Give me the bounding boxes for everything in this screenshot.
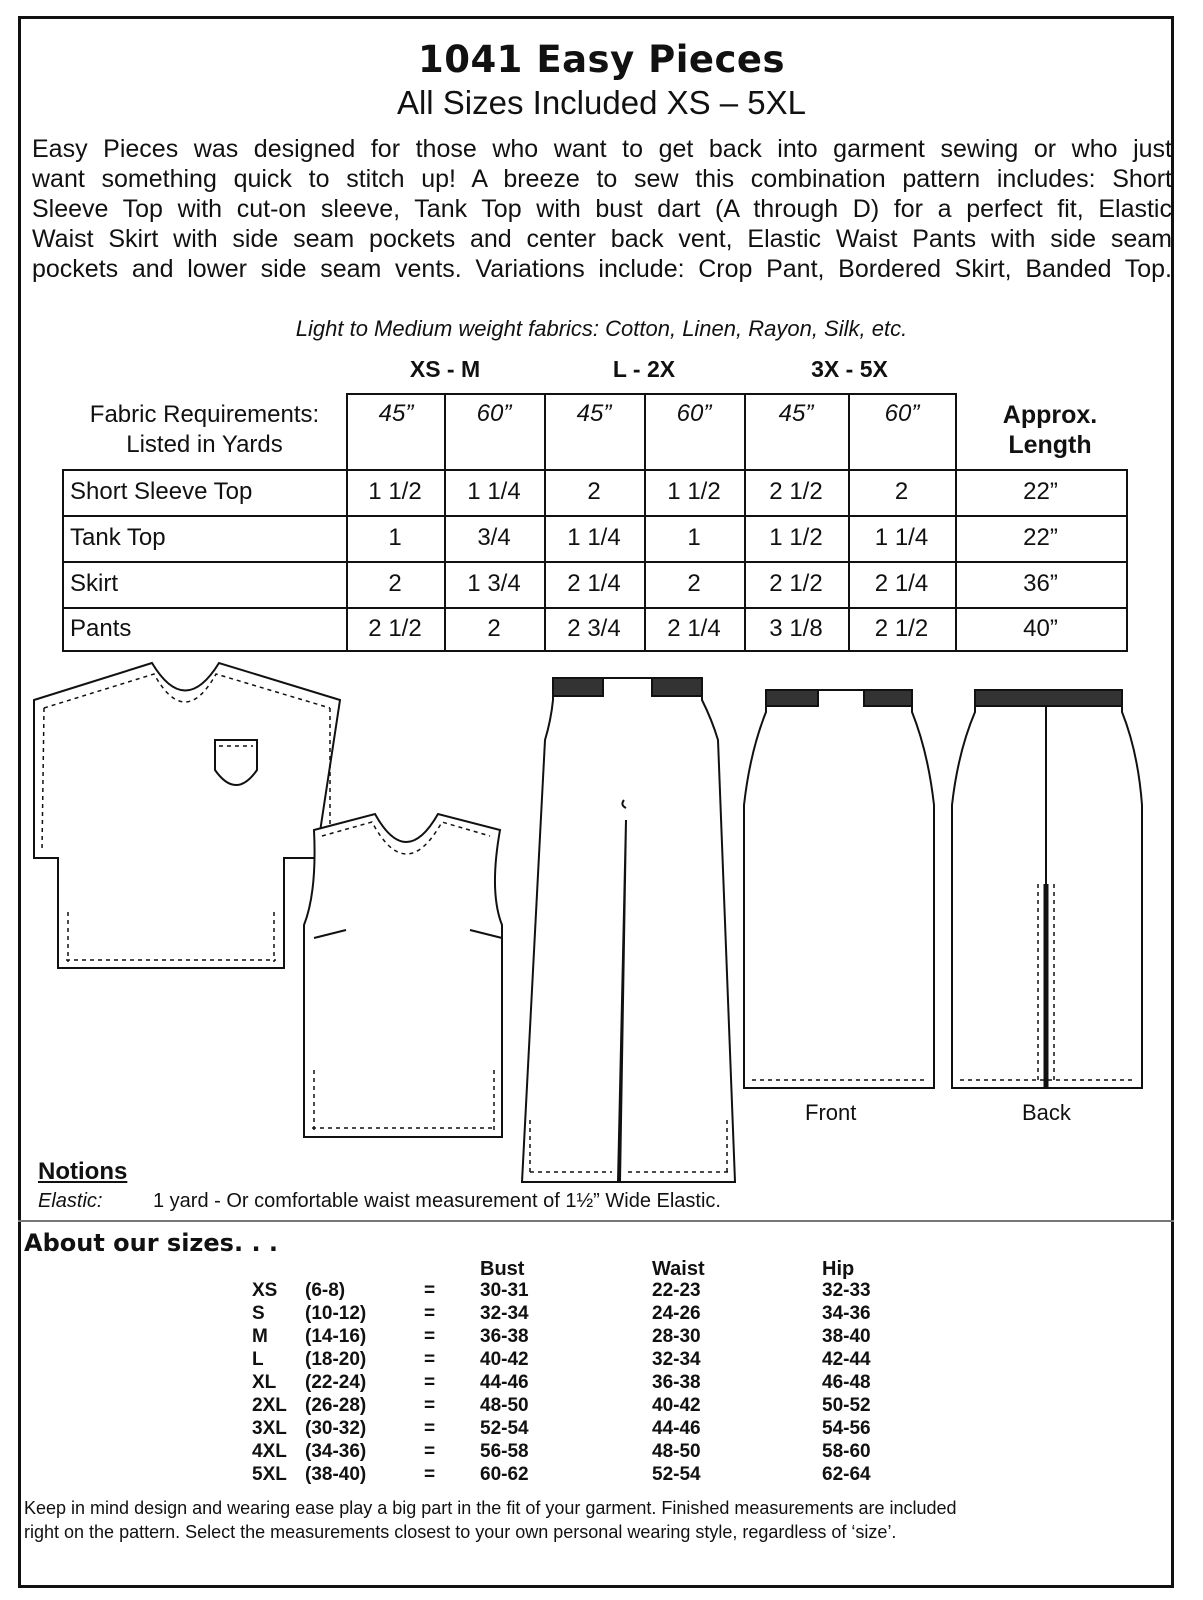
fabric-width-header: 60”	[476, 400, 512, 427]
equals-sign: =	[424, 1326, 436, 1347]
yardage-cell: 1 1/2	[769, 524, 823, 551]
fit-note-line: right on the pattern. Select the measurements closest to your own personal wearing style, regardless of ‘size’.	[24, 1522, 897, 1542]
description-line: want something quick to stitch up! A breeze to sew this combination pattern includes: Short	[32, 165, 1172, 193]
equals-sign: =	[424, 1303, 436, 1324]
size-group-header: L - 2X	[612, 356, 676, 382]
description-line: Waist Skirt with side seam pockets and center back vent, Elastic Waist Pants with side seam	[32, 225, 1172, 253]
pattern-title: 1041 Easy Pieces	[417, 38, 786, 81]
hip-value: 32-33	[822, 1280, 871, 1301]
size-range: (34-36)	[305, 1441, 367, 1462]
yardage-cell: 1 3/4	[467, 570, 521, 597]
size-code: XL	[252, 1372, 277, 1393]
description-line: pockets and lower side seam vents. Variations include: Crop Pant, Bordered Skirt, Banded Top.	[32, 255, 1172, 283]
elastic-label: Elastic:	[38, 1190, 103, 1212]
waist-value: 28-30	[652, 1326, 701, 1347]
bust-value: 30-31	[480, 1280, 529, 1301]
label-line: Fabric Requirements:	[89, 401, 320, 428]
size-code: 4XL	[252, 1441, 287, 1462]
waist-value: 22-23	[652, 1280, 701, 1301]
fabric-width-header: 60”	[884, 400, 920, 427]
equals-sign: =	[424, 1280, 436, 1301]
size-range: (38-40)	[305, 1464, 367, 1485]
elastic-requirement: 1 yard - Or comfortable waist measurement of 1½” Wide Elastic.	[153, 1190, 721, 1212]
waist-value: 40-42	[652, 1395, 701, 1416]
hip-value: 42-44	[822, 1349, 871, 1370]
bust-value: 40-42	[480, 1349, 529, 1370]
bust-value: 36-38	[480, 1326, 529, 1347]
equals-sign: =	[424, 1441, 436, 1462]
fabric-suggestions: Light to Medium weight fabrics: Cotton, Linen, Rayon, Silk, etc.	[295, 316, 908, 341]
size-code: S	[252, 1303, 265, 1324]
yardage-cell: 1 1/4	[874, 524, 929, 551]
skirt-front-caption: Front	[805, 1100, 857, 1125]
equals-sign: =	[424, 1372, 436, 1393]
size-range: (22-24)	[305, 1372, 367, 1393]
bust-value: 52-54	[480, 1418, 529, 1439]
size-group-header: XS - M	[409, 356, 481, 382]
size-range: (14-16)	[305, 1326, 367, 1347]
hip-value: 50-52	[822, 1395, 871, 1416]
size-range: (10-12)	[305, 1303, 367, 1324]
yardage-cell: 2 1/2	[368, 615, 422, 642]
size-range: (26-28)	[305, 1395, 367, 1416]
equals-sign: =	[424, 1349, 436, 1370]
length-cell: 22”	[1023, 524, 1058, 551]
hip-value: 46-48	[822, 1372, 871, 1393]
garment-name: Tank Top	[70, 524, 166, 551]
yardage-cell: 2 1/4	[567, 570, 621, 597]
fabric-width-header: 45”	[576, 400, 612, 427]
garment-name: Short Sleeve Top	[70, 478, 253, 505]
waist-value: 36-38	[652, 1372, 701, 1393]
hip-value: 54-56	[822, 1418, 871, 1439]
yardage-cell: 2 1/2	[874, 615, 929, 642]
equals-sign: =	[424, 1464, 436, 1485]
label-line: Listed in Yards	[126, 431, 283, 458]
yardage-cell: 1	[687, 524, 701, 551]
equals-sign: =	[424, 1418, 436, 1439]
bust-value: 60-62	[480, 1464, 529, 1485]
fabric-width-header: 60”	[676, 400, 712, 427]
yardage-cell: 2	[687, 570, 701, 597]
waist-value: 52-54	[652, 1464, 701, 1485]
yardage-cell: 1 1/4	[567, 524, 621, 551]
garment-name: Skirt	[70, 570, 118, 597]
fabric-width-header: 45”	[378, 400, 414, 427]
size-group-header: 3X - 5X	[811, 356, 888, 382]
about-sizes-heading: About our sizes. . .	[24, 1229, 279, 1257]
yardage-cell: 3 1/8	[769, 615, 823, 642]
label-line: Length	[1008, 431, 1092, 459]
size-code: M	[252, 1326, 268, 1347]
pants-drawing	[522, 678, 735, 1182]
size-code: 2XL	[252, 1395, 287, 1416]
equals-sign: =	[424, 1395, 436, 1416]
yardage-cell: 1 1/2	[667, 478, 721, 505]
tank-top-drawing	[304, 814, 502, 1137]
notions-heading: Notions	[38, 1158, 128, 1185]
hip-value: 62-64	[822, 1464, 871, 1485]
length-cell: 22”	[1023, 478, 1058, 505]
fabric-width-header: 45”	[778, 400, 814, 427]
hip-value: 38-40	[822, 1326, 871, 1347]
size-code: L	[252, 1349, 264, 1370]
bust-column-header: Bust	[480, 1258, 525, 1280]
bust-value: 48-50	[480, 1395, 529, 1416]
size-range: (18-20)	[305, 1349, 367, 1370]
size-code: 5XL	[252, 1464, 287, 1485]
size-range: (6-8)	[305, 1280, 346, 1301]
yardage-cell: 1 1/4	[467, 478, 521, 505]
yardage-cell: 2 3/4	[567, 615, 621, 642]
section-divider	[18, 1220, 1174, 1222]
yardage-cell: 2 1/2	[769, 478, 823, 505]
waist-value: 48-50	[652, 1441, 701, 1462]
description-line: Sleeve Top with cut-on sleeve, Tank Top with bust dart (A through D) for a perfect fit, Elastic	[32, 195, 1172, 223]
size-code: XS	[252, 1280, 278, 1301]
fit-note-line: Keep in mind design and wearing ease play a big part in the fit of your garment. Finished measurements are included	[24, 1498, 957, 1518]
yardage-cell: 2 1/4	[667, 615, 721, 642]
garment-name: Pants	[70, 615, 132, 642]
yardage-cell: 3/4	[477, 524, 511, 551]
skirt-back-drawing	[952, 690, 1142, 1088]
hip-value: 34-36	[822, 1303, 871, 1324]
size-range: (30-32)	[305, 1418, 367, 1439]
length-cell: 36”	[1023, 570, 1058, 597]
yardage-cell: 2 1/4	[874, 570, 929, 597]
yardage-cell: 2	[388, 570, 402, 597]
hip-column-header: Hip	[822, 1258, 855, 1280]
waist-value: 44-46	[652, 1418, 701, 1439]
waist-column-header: Waist	[652, 1258, 705, 1280]
yardage-cell: 1 1/2	[368, 478, 422, 505]
bust-value: 56-58	[480, 1441, 529, 1462]
bust-value: 32-34	[480, 1303, 529, 1324]
description-line: Easy Pieces was designed for those who want to get back into garment sewing or who just	[32, 135, 1172, 163]
fit-note	[24, 1496, 1150, 1544]
label-line: Approx.	[1002, 401, 1098, 429]
length-cell: 40”	[1023, 615, 1058, 642]
skirt-back-caption: Back	[1022, 1100, 1071, 1125]
yardage-cell: 2	[487, 615, 501, 642]
yardage-cell: 2 1/2	[769, 570, 823, 597]
hip-value: 58-60	[822, 1441, 871, 1462]
bust-value: 44-46	[480, 1372, 529, 1393]
size-code: 3XL	[252, 1418, 287, 1439]
yardage-cell: 1	[388, 524, 402, 551]
pattern-subtitle: All Sizes Included XS – 5XL	[396, 84, 807, 121]
yardage-cell: 2	[587, 478, 601, 505]
waist-value: 24-26	[652, 1303, 701, 1324]
waist-value: 32-34	[652, 1349, 701, 1370]
short-sleeve-top-drawing	[34, 663, 340, 968]
yardage-cell: 2	[894, 478, 909, 505]
skirt-front-drawing	[744, 690, 934, 1088]
